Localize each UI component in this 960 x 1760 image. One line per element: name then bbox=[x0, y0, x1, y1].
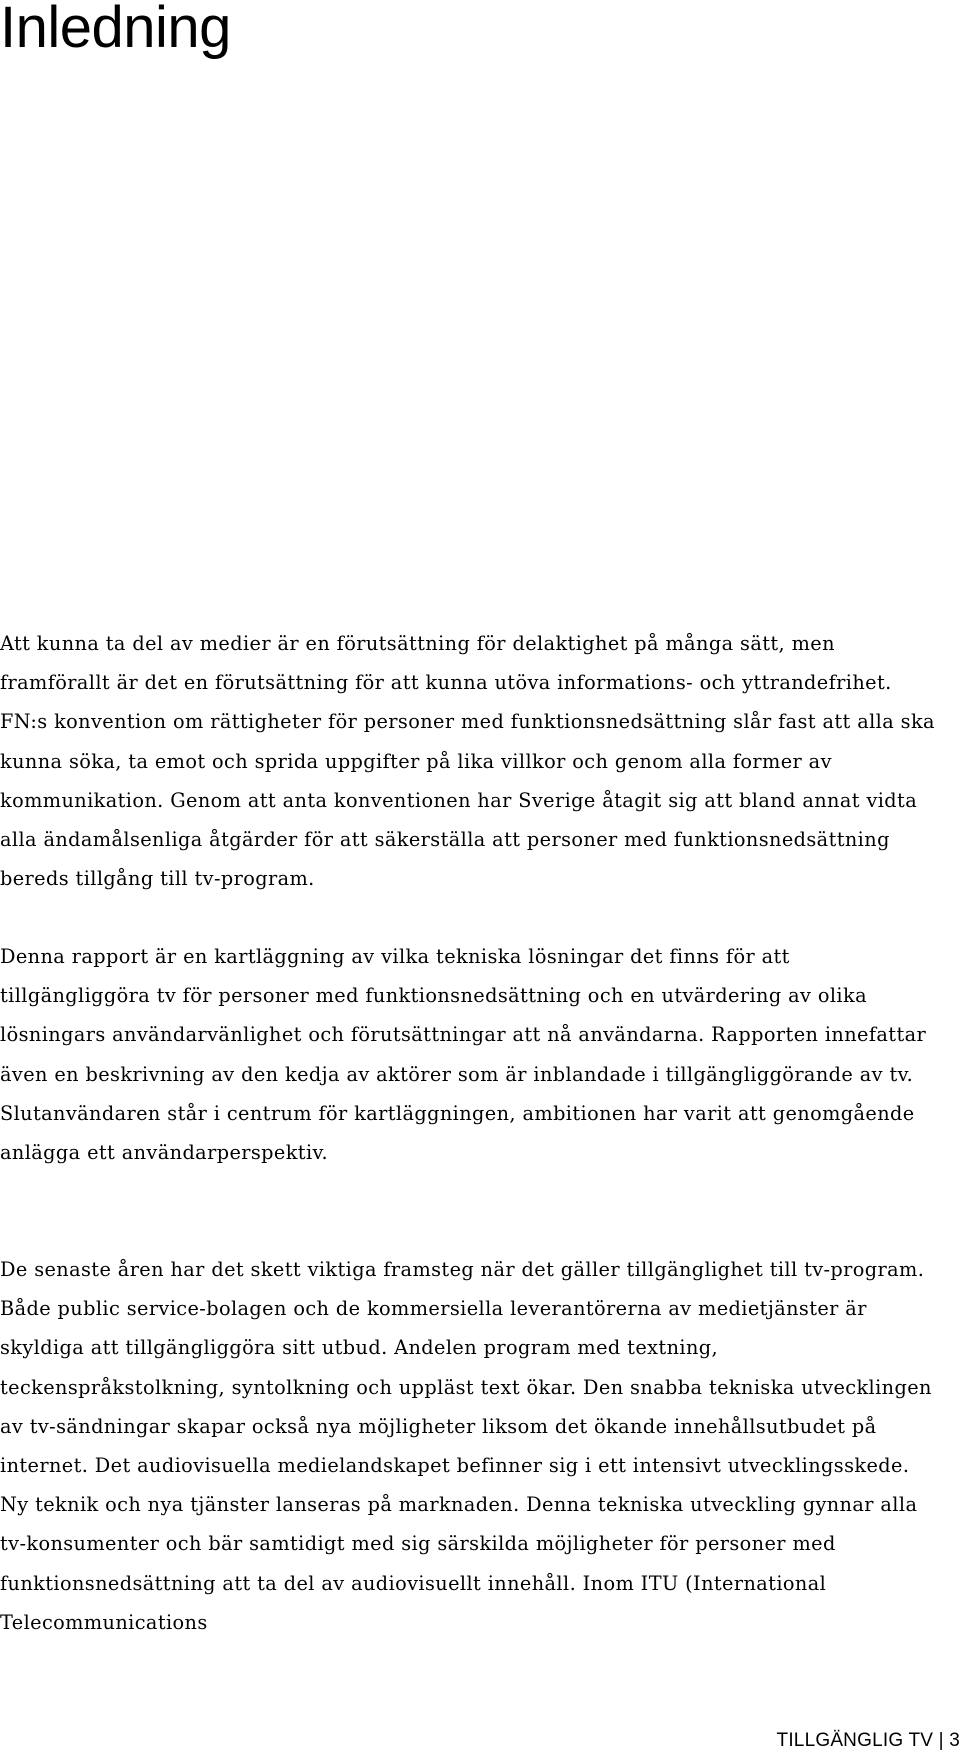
body-paragraph-1: Att kunna ta del av medier är en förutsättning för delaktighet på många sätt, men framförallt är det en förutsättning för att kunna utöva informations- och yttrandefrihet. FN:s konvention om rättigheter för personer med funktionsnedsättning slår fast att alla ska kunna söka, ta emot och sprida uppgifter på lika villkor och genom alla former av kommunikation. Genom att anta konventionen har Sverige åtagit sig att bland annat vidta alla ändamålsenliga åtgärder för att säkerställa att personer med funktionsnedsättning bereds tillgång till tv-program. bbox=[0, 632, 935, 891]
page-footer: TILLGÄNGLIG TV | 3 bbox=[776, 1730, 960, 1751]
body-paragraph-3: De senaste åren har det skett viktiga framsteg när det gäller tillgänglighet till tv-program. Både public service-bolagen och de kommersiella leverantörerna av medietjänster är skyldiga att tillgängliggöra sitt utbud. Andelen program med textning, teckenspråkstolkning, syntolkning och uppläst text ökar. Den snabba tekniska utvecklingen av tv-sändningar skapar också nya möjligheter liksom det ökande innehållsutbudet på internet. Det audiovisuella medielandskapet befinner sig i ett intensivt utvecklingsskede. Ny teknik och nya tjänster lanseras på marknaden. Denna tekniska utveckling gynnar alla tv-konsumenter och bär samtidigt med sig särskilda möjligheter för personer med funktionsnedsättning att ta del av audiovisuellt innehåll. Inom ITU (International Telecommunications bbox=[0, 1258, 932, 1634]
page-title: Inledning bbox=[0, 0, 231, 60]
body-paragraph-2: Denna rapport är en kartläggning av vilka tekniska lösningar det finns för att tillgängliggöra tv för personer med funktionsnedsättning och en utvärdering av olika lösningars användarvänlighet och förutsättningar att nå användarna. Rapporten innefattar även en beskrivning av den kedja av aktörer som är inblandade i tillgängliggörande av tv. Slutanvändaren står i centrum för kartläggningen, ambitionen har varit att genomgående anlägga ett användarperspektiv. bbox=[0, 945, 927, 1165]
